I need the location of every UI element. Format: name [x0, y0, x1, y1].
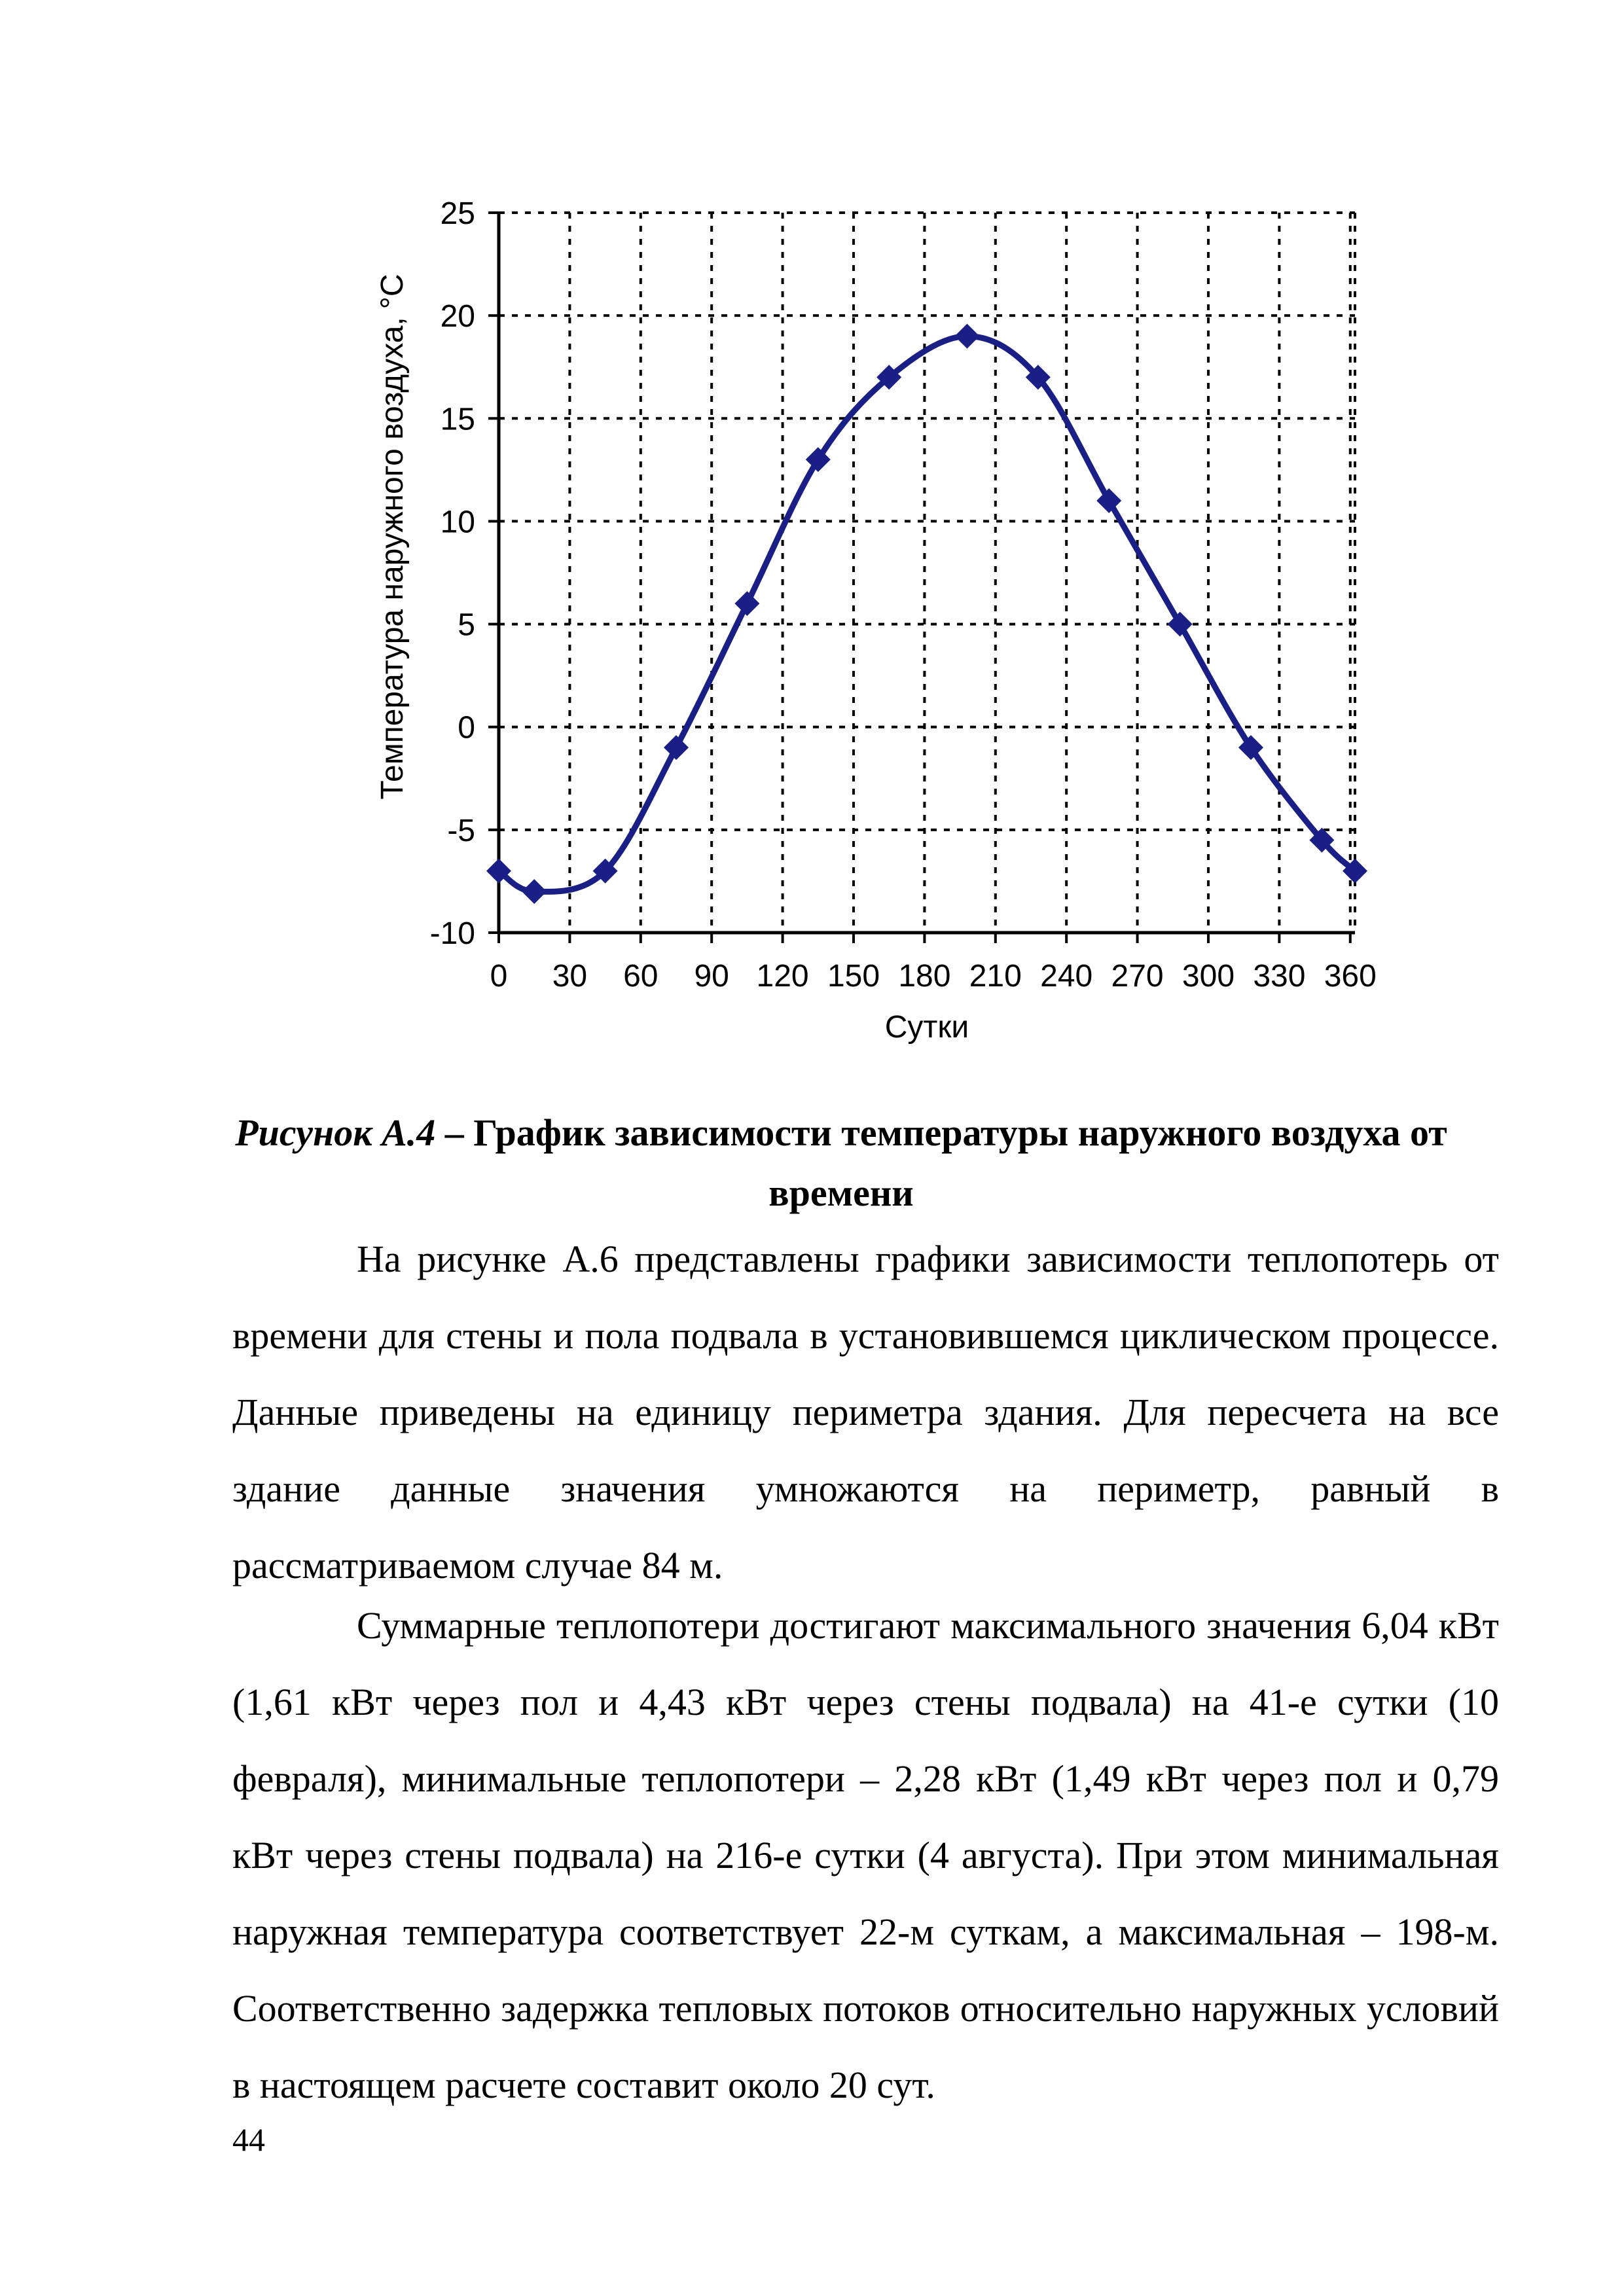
series-markers [486, 324, 1367, 905]
x-tick-label: 0 [490, 959, 508, 994]
temperature-chart [0, 0, 1624, 1113]
x-tick-label: 60 [623, 959, 659, 994]
x-tick-label: 330 [1253, 959, 1306, 994]
paragraph-2: Суммарные теплопотери достигают максимального значения 6,04 кВт (1,61 кВт через пол и 4,43 кВт через стены подвала) на 41-е сутки (10 февраля), минимальные теплопотери – 2,28 кВт (1,49 кВт через пол и 0,79 кВт через стены подвала) на 216-е сутки (4 августа). При этом минимальная наружная температура соответствует 22-м суткам, а максимальная – 198-м. Соответственно задержка тепловых потоков относительно наружных условий в настоящем расчете составит около 20 сут. [232, 1604, 1499, 2106]
caption-dash: – [435, 1111, 474, 1154]
x-tick-label: 210 [969, 959, 1022, 994]
data-point-marker [664, 735, 689, 760]
figure-caption [196, 1103, 1486, 1223]
caption-text: График зависимости температуры наружного воздуха от времени [473, 1111, 1447, 1214]
data-point-marker [734, 591, 759, 616]
y-axis-label-unit: °C [375, 274, 410, 310]
x-tick-label: 270 [1111, 959, 1164, 994]
y-tick-label: 5 [458, 607, 475, 643]
y-tick-label: 20 [440, 299, 475, 334]
data-point-marker [522, 879, 547, 904]
chart-grid [499, 213, 1355, 933]
x-tick-label: 30 [552, 959, 588, 994]
x-tick-label: 90 [694, 959, 729, 994]
paragraph-1: На рисунке А.6 представлены графики зависимости теплопотерь от времени для стены и пола подвала в установившемся циклическом процессе. Данные приведены на единицу периметра здания. Для пересчета на все здание данные значения умножаются на периметр, равный в рассматриваемом случае 84 м. [232, 1238, 1499, 1587]
page-number: 44 [232, 2121, 265, 2158]
data-point-marker [954, 324, 979, 349]
x-tick-label: 300 [1182, 959, 1235, 994]
chart-axes [488, 213, 1355, 943]
caption-label: Рисунок А.4 [235, 1111, 436, 1154]
y-tick-label: -10 [429, 916, 475, 951]
y-tick-label: 0 [458, 710, 475, 745]
y-axis-label-text: Температура наружного воздуха, [375, 317, 410, 800]
x-tick-labels [490, 959, 1377, 994]
x-tick-label: 120 [756, 959, 809, 994]
x-axis-label: Сутки [884, 1010, 969, 1045]
x-tick-label: 180 [898, 959, 951, 994]
x-tick-label: 360 [1324, 959, 1377, 994]
y-axis-label [375, 274, 410, 799]
x-tick-label: 150 [827, 959, 880, 994]
y-tick-label: 10 [440, 505, 475, 540]
y-tick-labels [430, 196, 475, 951]
chart-svg [0, 0, 1624, 1113]
data-point-marker [1168, 612, 1193, 637]
y-tick-label: -5 [447, 813, 475, 848]
y-tick-label: 15 [440, 402, 475, 437]
x-tick-label: 240 [1040, 959, 1093, 994]
y-tick-label: 25 [440, 196, 475, 231]
series-line [499, 336, 1355, 892]
data-point-marker [1096, 488, 1121, 513]
